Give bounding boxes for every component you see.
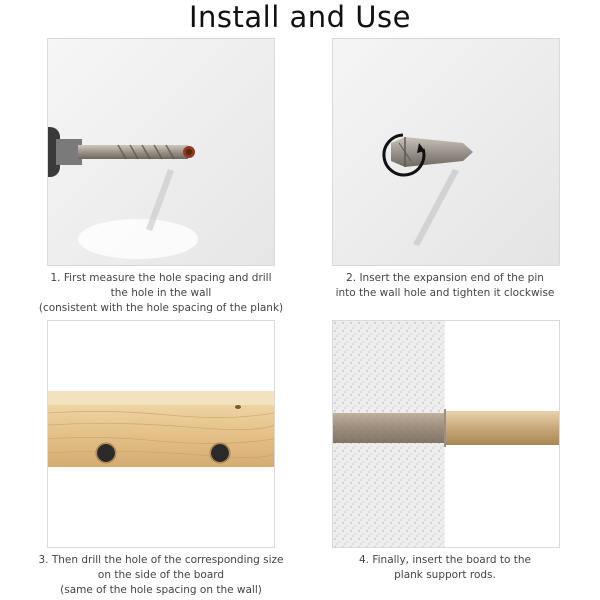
step-4-caption xyxy=(312,553,578,583)
step-2-caption xyxy=(312,271,578,301)
step-2-caption-line: into the wall hole and tighten it clockwise xyxy=(335,287,555,299)
step-1-caption xyxy=(20,271,302,316)
step-3-caption-line: (same of the hole spacing on the wall) xyxy=(60,584,262,596)
step-4-caption-line: 4. Finally, insert the board to the xyxy=(359,554,531,566)
step-1-image-drill xyxy=(47,38,275,266)
step-1-caption-line: (consistent with the hole spacing of the plank) xyxy=(38,302,284,314)
step-4-image-rod-in-wall xyxy=(332,320,560,548)
step-2-caption-line: 2. Insert the expansion end of the pin xyxy=(346,272,544,284)
step-3-caption-line: on the side of the board xyxy=(97,569,225,581)
step-3-caption-line: 3. Then drill the hole of the corresponding size xyxy=(38,554,284,566)
step-1-caption-line: the hole in the wall xyxy=(110,287,212,299)
step-3-image-board xyxy=(47,320,275,548)
step-1-caption-line: 1. First measure the hole spacing and drill xyxy=(50,272,272,284)
page-title: Install and Use xyxy=(189,0,411,34)
step-2-image-expansion-pin xyxy=(332,38,560,266)
step-4-caption-line: plank support rods. xyxy=(394,569,496,581)
step-3-caption xyxy=(20,553,302,598)
